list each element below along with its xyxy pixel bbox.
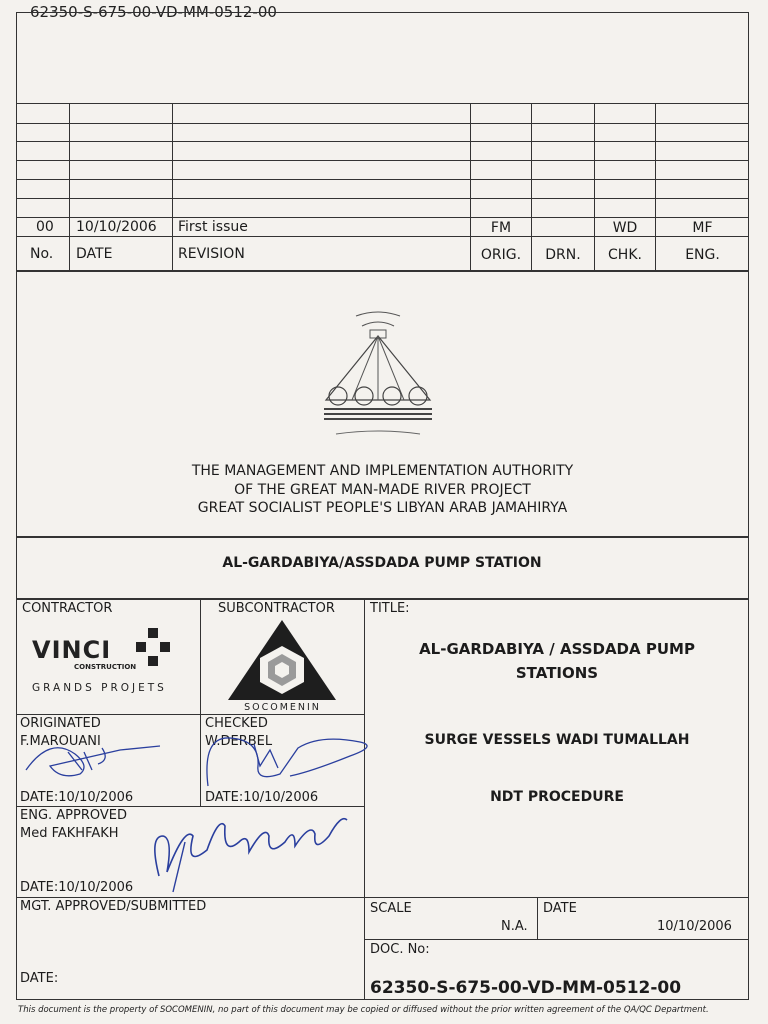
vinci-logo-sub: CONSTRUCTION bbox=[74, 663, 137, 671]
header-chk: CHK. bbox=[608, 247, 642, 263]
checked-signature bbox=[200, 716, 380, 796]
checked-name: W.DERBEL bbox=[205, 734, 273, 749]
date-label: DATE bbox=[543, 901, 577, 916]
project-name: AL-GARDABIYA/ASSDADA PUMP STATION bbox=[222, 555, 542, 571]
authority-line-1: THE MANAGEMENT AND IMPLEMENTATION AUTHORITY bbox=[191, 463, 574, 479]
eng-approved-label: ENG. APPROVED bbox=[20, 808, 128, 823]
date-value: 10/10/2006 bbox=[657, 919, 732, 934]
header-eng: ENG. bbox=[685, 247, 720, 263]
header-date: DATE bbox=[76, 246, 113, 262]
socomenin-logo-name: SOCOMENIN bbox=[244, 702, 321, 713]
rev-orig: FM bbox=[490, 220, 512, 236]
vinci-logo-name: VINCI bbox=[32, 636, 112, 664]
document-title-line-2: STATIONS bbox=[515, 664, 599, 682]
authority-line-3: GREAT SOCIALIST PEOPLE'S LIBYAN ARAB JAMAHIRYA bbox=[197, 500, 568, 516]
document-reference: 62350-S-675-00-VD-MM-0512-00 bbox=[30, 3, 277, 21]
originated-label: ORIGINATED bbox=[20, 716, 101, 731]
document-title-line-1: AL-GARDABIYA / ASSDADA PUMP bbox=[419, 640, 695, 658]
vinci-logo-icon bbox=[134, 628, 176, 670]
rev-no: 00 bbox=[36, 219, 54, 235]
checked-date: DATE:10/10/2006 bbox=[205, 790, 319, 805]
socomenin-logo-icon bbox=[226, 618, 338, 702]
contractor-label: CONTRACTOR bbox=[22, 601, 113, 616]
eng-approved-date: DATE:10/10/2006 bbox=[20, 880, 134, 895]
rev-date: 10/10/2006 bbox=[76, 219, 157, 235]
footer-disclaimer: This document is the property of SOCOMENIN, no part of this document may be copied or diffused without the prior written agreement of the QA/QC Department. bbox=[18, 1005, 709, 1015]
gmmr-emblem bbox=[316, 306, 440, 448]
originated-date: DATE:10/10/2006 bbox=[20, 790, 134, 805]
eng-approved-signature bbox=[145, 806, 360, 898]
doc-no-label: DOC. No: bbox=[370, 942, 430, 957]
rev-chk: WD bbox=[612, 220, 638, 236]
rev-eng: MF bbox=[692, 220, 713, 236]
doc-no-value: 62350-S-675-00-VD-MM-0512-00 bbox=[370, 978, 682, 998]
header-orig: ORIG. bbox=[480, 247, 522, 263]
document-subtitle: SURGE VESSELS WADI TUMALLAH bbox=[424, 732, 690, 748]
scale-label: SCALE bbox=[370, 901, 412, 916]
scale-value: N.A. bbox=[501, 919, 528, 934]
subcontractor-label: SUBCONTRACTOR bbox=[218, 601, 335, 616]
header-revision: REVISION bbox=[178, 246, 245, 262]
header-drn: DRN. bbox=[545, 247, 581, 263]
header-no: No. bbox=[30, 246, 54, 262]
mgt-approved-label: MGT. APPROVED/SUBMITTED bbox=[20, 899, 207, 914]
title-label: TITLE: bbox=[370, 601, 410, 616]
originated-signature bbox=[20, 730, 170, 780]
eng-approved-name: Med FAKHFAKH bbox=[20, 826, 119, 841]
procedure-name: NDT PROCEDURE bbox=[490, 789, 624, 805]
authority-line-2: OF THE GREAT MAN-MADE RIVER PROJECT bbox=[234, 482, 531, 498]
rev-description: First issue bbox=[178, 219, 248, 235]
originated-name: F.MAROUANI bbox=[20, 734, 101, 749]
mgt-approved-date: DATE: bbox=[20, 971, 59, 986]
checked-label: CHECKED bbox=[205, 716, 268, 731]
vinci-logo-tagline: GRANDS PROJETS bbox=[32, 682, 167, 694]
